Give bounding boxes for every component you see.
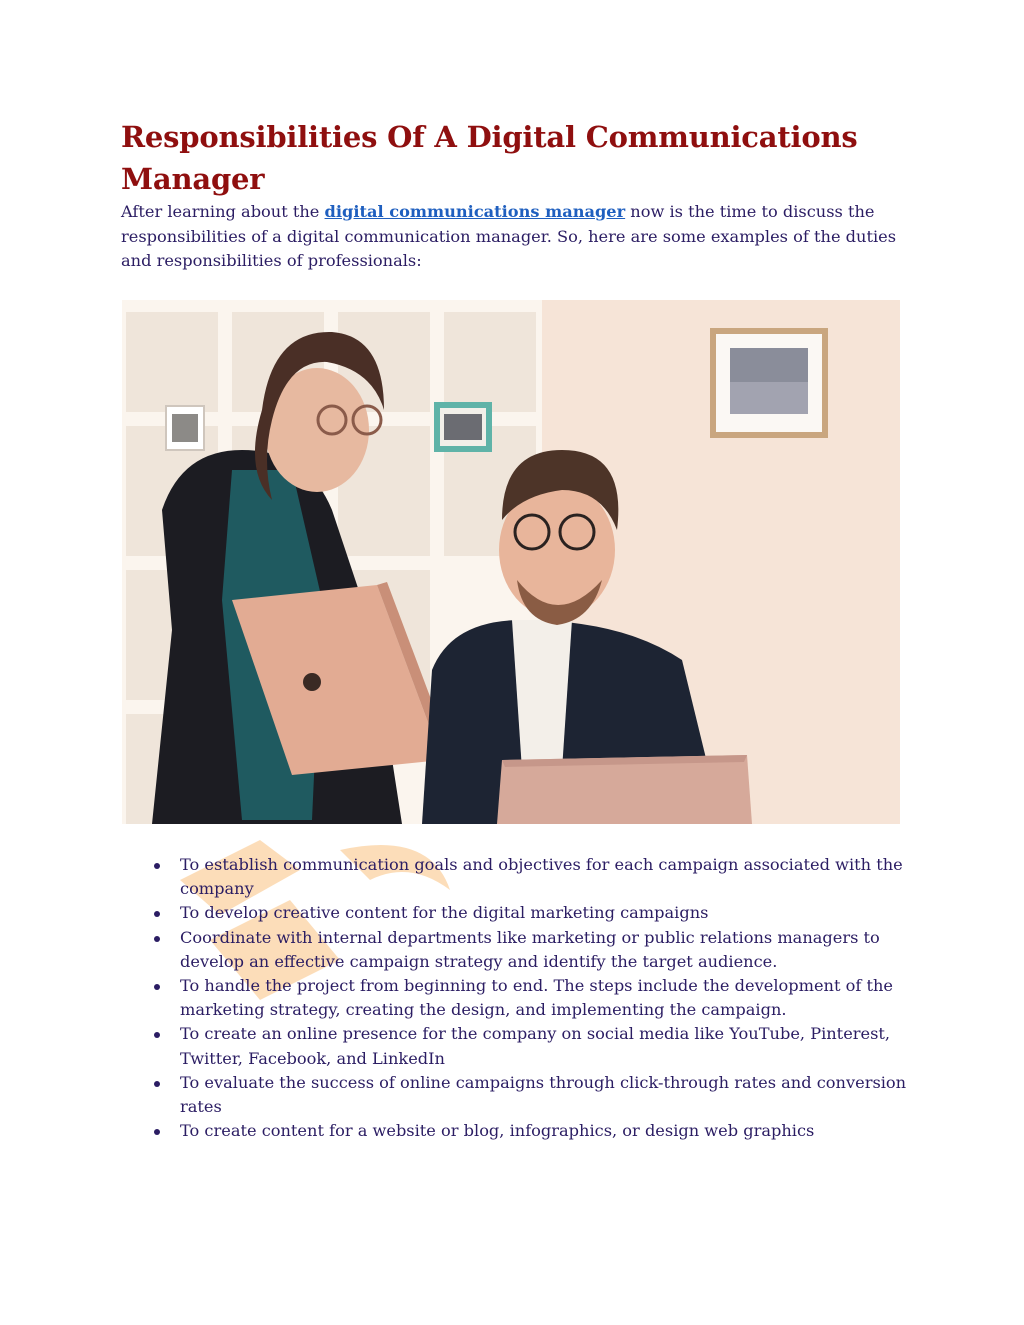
list-item bbox=[121, 1119, 921, 1143]
list-item bbox=[121, 853, 921, 901]
list-item-text: To develop creative content for the digital marketing campaigns bbox=[180, 903, 709, 923]
list-item-text: To create content for a website or blog, infographics, or design web graphics bbox=[180, 1121, 815, 1141]
bullet-icon bbox=[154, 1129, 160, 1135]
intro-text-end: now is the time to discuss the responsibilities of a digital communication manager. So, here are some examples of the duties and responsibilities of professionals: bbox=[121, 202, 897, 271]
bullet-icon bbox=[154, 863, 160, 869]
list-item-text: To create an online presence for the company on social media like YouTube, Pinterest, Twitter, Facebook, and LinkedIn bbox=[180, 1024, 891, 1068]
list-item bbox=[121, 974, 921, 1022]
intro-paragraph bbox=[121, 200, 911, 274]
page-title: Responsibilities Of A Digital Communications Manager bbox=[121, 120, 858, 196]
list-item bbox=[121, 1071, 921, 1119]
list-item bbox=[121, 926, 921, 974]
office-photo bbox=[122, 300, 900, 824]
bullet-icon bbox=[154, 984, 160, 990]
list-item bbox=[121, 1022, 921, 1070]
bullet-icon bbox=[154, 911, 160, 917]
intro-text-start: After learning about the bbox=[121, 202, 325, 221]
bullet-icon bbox=[154, 936, 160, 942]
digital-communications-manager-link[interactable]: digital communications manager bbox=[324, 202, 626, 221]
responsibilities-list bbox=[121, 853, 921, 1143]
list-item bbox=[121, 901, 921, 925]
bullet-icon bbox=[154, 1032, 160, 1038]
list-item-text: To establish communication goals and objectives for each campaign associated with the company bbox=[180, 855, 903, 899]
list-item-text: Coordinate with internal departments like marketing or public relations managers to develop an effective campaign strategy and identify the target audience. bbox=[180, 927, 880, 971]
list-item-text: To evaluate the success of online campaigns through click-through rates and conversion rates bbox=[180, 1072, 907, 1117]
list-item-text: To handle the project from beginning to end. The steps include the development of the marketing strategy, creating the design, and implementing the campaign. bbox=[180, 976, 893, 1020]
bullet-icon bbox=[154, 1081, 160, 1087]
